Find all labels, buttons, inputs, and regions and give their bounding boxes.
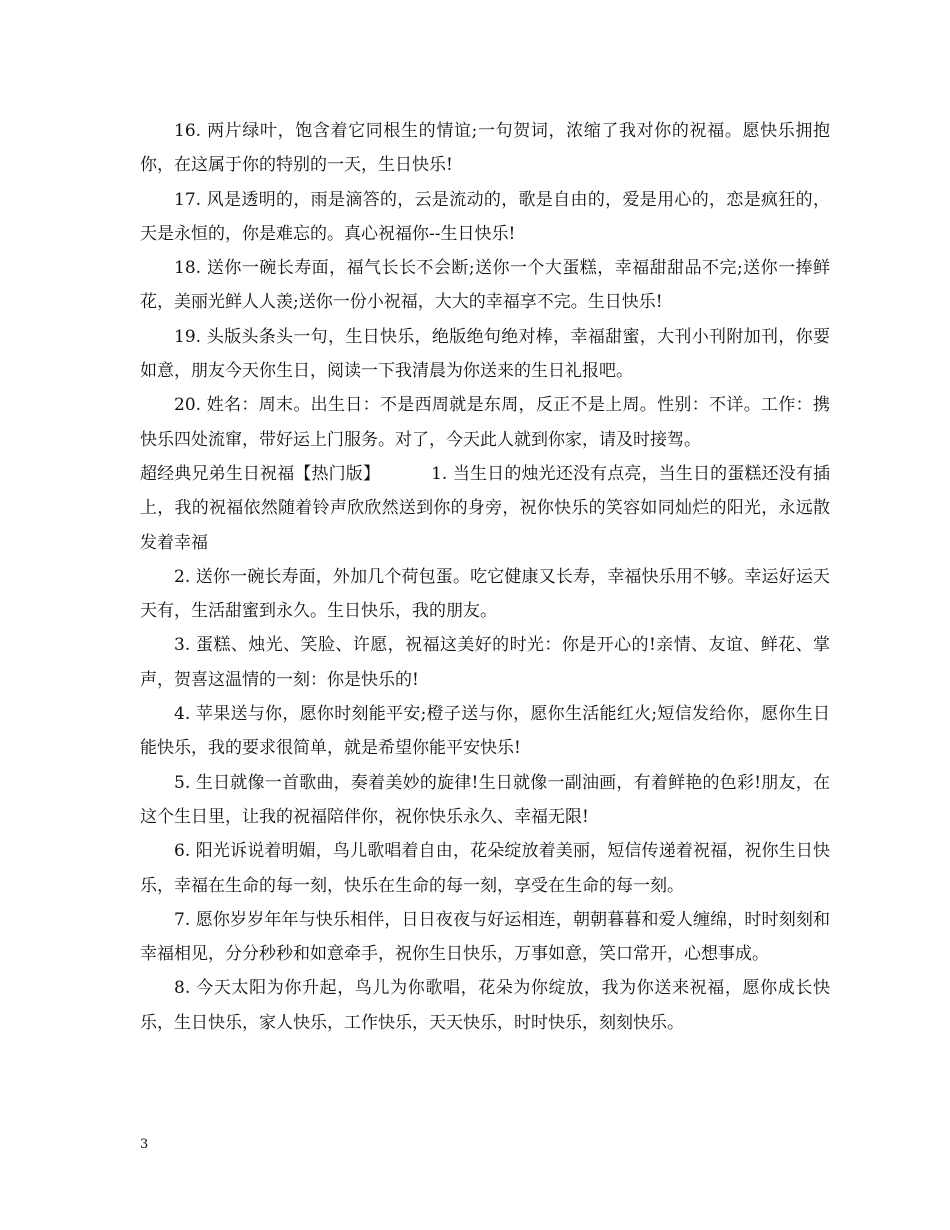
paragraph-brother-wish-6: 6. 阳光诉说着明媚，鸟儿歌唱着自由，花朵绽放着美丽，短信传递着祝福，祝你生日快乐，幸福在生命的每一刻，快乐在生命的每一刻，享受在生命的每一刻。 xyxy=(140,841,830,896)
paragraph-wish-16: 16. 两片绿叶，饱含着它同根生的情谊;一句贺词，浓缩了我对你的祝福。愿快乐拥抱你，在这属于你的特别的一天，生日快乐! xyxy=(140,121,830,176)
paragraph-brother-wish-3: 3. 蛋糕、烛光、笑脸、许愿，祝福这美好的时光：你是开心的!亲情、友谊、鲜花、掌声，贺喜这温情的一刻：你是快乐的! xyxy=(140,635,830,690)
page-number: 3 xyxy=(140,1137,149,1152)
section-heading-paragraph xyxy=(140,457,830,560)
section-heading: 超经典兄弟生日祝福【热门版】 xyxy=(140,463,381,484)
paragraph-brother-wish-1: 1. 当生日的烛光还没有点亮，当生日的蛋糕还没有插上，我的祝福依然随着铃声欣欣然送到你的身旁，祝你快乐的笑容如同灿烂的阳光，永远散发着幸福 xyxy=(140,463,831,553)
paragraph-wish-17: 17. 风是透明的，雨是滴答的，云是流动的，歌是自由的，爱是用心的，恋是疯狂的，天是永恒的，你是难忘的。真心祝福你--生日快乐! xyxy=(140,189,830,244)
paragraph-brother-wish-8: 8. 今天太阳为你升起，鸟儿为你歌唱，花朵为你绽放，我为你送来祝福，愿你成长快乐，生日快乐，家人快乐，工作快乐，天天快乐，时时快乐，刻刻快乐。 xyxy=(140,978,830,1033)
document-body xyxy=(140,114,830,1040)
paragraph-wish-19: 19. 头版头条头一句，生日快乐，绝版绝句绝对棒，幸福甜蜜，大刊小刊附加刊，你要如意，朋友今天你生日，阅读一下我清晨为你送来的生日礼报吧。 xyxy=(140,326,830,382)
paragraph-wish-20: 20. 姓名：周末。出生日：不是西周就是东周，反正不是上周。性别：不详。工作：携快乐四处流窜，带好运上门服务。对了，今天此人就到你家，请及时接驾。 xyxy=(140,395,830,450)
paragraph-brother-wish-5: 5. 生日就像一首歌曲，奏着美妙的旋律!生日就像一副油画，有着鲜艳的色彩!朋友，在这个生日里，让我的祝福陪伴你，祝你快乐永久、幸福无限! xyxy=(140,772,830,827)
paragraph-brother-wish-2: 2. 送你一碗长寿面，外加几个荷包蛋。吃它健康又长寿，幸福快乐用不够。幸运好运天天有，生活甜蜜到永久。生日快乐，我的朋友。 xyxy=(140,566,830,622)
paragraph-wish-18: 18. 送你一碗长寿面，福气长长不会断;送你一个大蛋糕，幸福甜甜品不完;送你一捧鲜花，美丽光鲜人人羡;送你一份小祝福，大大的幸福享不完。生日快乐! xyxy=(140,258,830,313)
paragraph-brother-wish-4: 4. 苹果送与你，愿你时刻能平安;橙子送与你，愿你生活能红火;短信发给你，愿你生日能快乐，我的要求很简单，就是希望你能平安快乐! xyxy=(140,704,830,759)
paragraph-brother-wish-7: 7. 愿你岁岁年年与快乐相伴，日日夜夜与好运相连，朝朝暮暮和爱人缠绵，时时刻刻和幸福相见，分分秒秒和如意牵手，祝你生日快乐，万事如意，笑口常开，心想事成。 xyxy=(140,909,830,965)
